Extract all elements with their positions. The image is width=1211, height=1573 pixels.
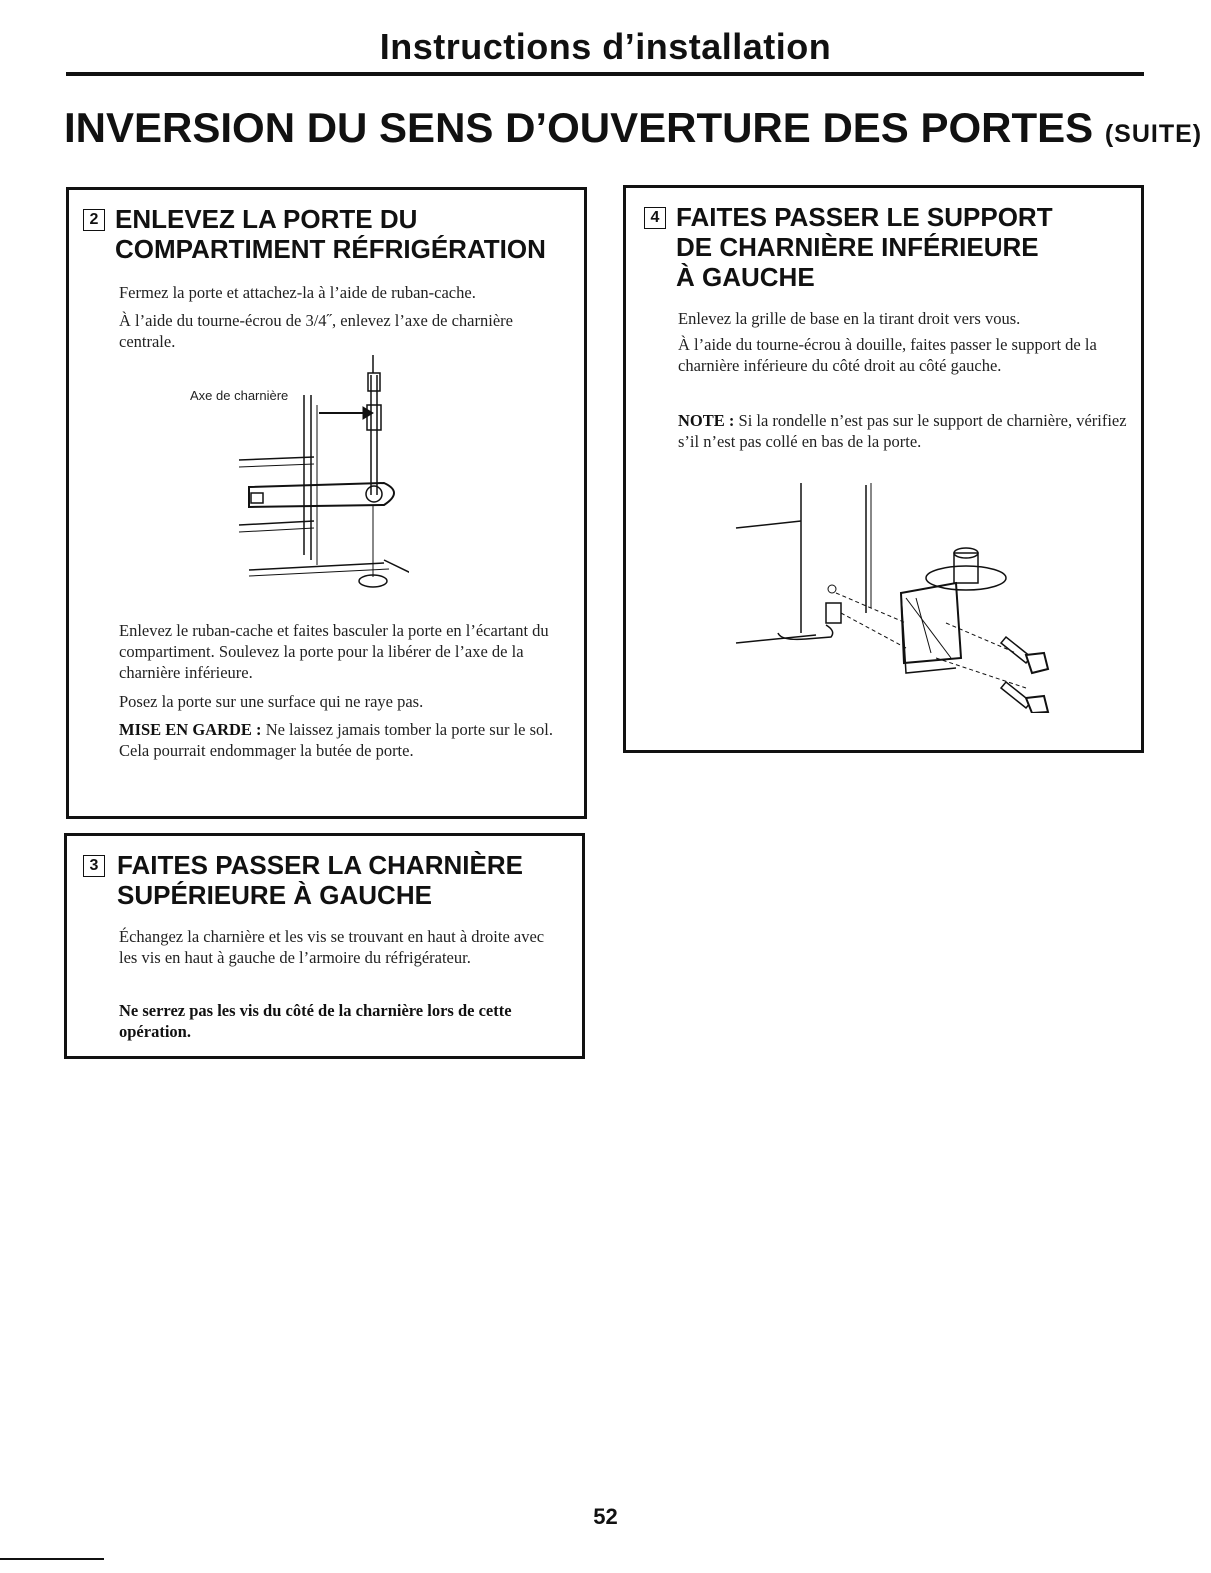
page-number: 52 — [593, 1504, 618, 1529]
step-2-number: 2 — [83, 209, 105, 231]
step-2-box — [66, 187, 587, 819]
step-4-paragraph-1: Enlevez la grille de base en la tirant droit vers vous. — [678, 309, 1021, 328]
step-4-note-label: NOTE : — [678, 411, 735, 430]
lower-hinge-bracket-illustration — [726, 473, 1056, 713]
step-2-paragraph-1: Fermez la porte et attachez-la à l’aide de ruban-cache. — [119, 283, 476, 302]
step-2-caution-text: Ne laissez jamais tomber la porte sur le sol. Cela pourrait endommager la butée de porte. — [119, 720, 553, 760]
hinge-pin-label: Axe de charnière — [190, 388, 289, 403]
step-4-box — [623, 185, 1144, 753]
page-header-title: Instructions d’installation — [379, 26, 832, 67]
step-4-title-line3: À GAUCHE — [676, 262, 815, 292]
step-3-warning: Ne serrez pas les vis du côté de la charnière lors de cette opération. — [119, 1001, 512, 1041]
step-2-caution-label: MISE EN GARDE : — [119, 720, 262, 739]
footer-divider — [0, 1558, 104, 1560]
step-3-paragraph-1: Échangez la charnière et les vis se trouvant en haut à droite avec les vis en haut à gauche de l’armoire du réfrigérateur. — [119, 927, 545, 967]
section-title-text: INVERSION DU SENS D’OUVERTURE DES PORTES — [64, 104, 1094, 151]
step-3-title-line2: SUPÉRIEURE À GAUCHE — [117, 880, 432, 910]
step-4-note-text: Si la rondelle n’est pas sur le support de charnière, vérifiez s’il n’est pas collé en bas de la porte. — [678, 411, 1127, 451]
step-2-paragraph-3: Enlevez le ruban-cache et faites basculer la porte en l’écartant du compartiment. Soulevez la porte pour la libérer de l’axe de la charnière inférieure. — [119, 621, 549, 682]
step-2-title-line1: ENLEVEZ LA PORTE DU — [115, 204, 418, 234]
section-title-suffix: (SUITE) — [1104, 120, 1203, 148]
step-2-title-line2: COMPARTIMENT RÉFRIGÉRATION — [115, 234, 546, 264]
step-4-title-line2: DE CHARNIÈRE INFÉRIEURE — [676, 232, 1039, 262]
step-4-paragraph-2: À l’aide du tourne-écrou à douille, faites passer le support de la charnière inférieure du côté droit au côté gauche. — [678, 335, 1097, 375]
step-2-caution — [119, 719, 564, 761]
step-4-number: 4 — [644, 207, 666, 229]
step-3-box — [64, 833, 585, 1059]
header-divider — [66, 72, 1144, 76]
step-3-title-line1: FAITES PASSER LA CHARNIÈRE — [117, 850, 523, 880]
step-4-title-line1: FAITES PASSER LE SUPPORT — [676, 202, 1053, 232]
step-2-paragraph-4: Posez la porte sur une surface qui ne raye pas. — [119, 692, 424, 711]
section-title — [64, 104, 1202, 152]
step-4-note — [678, 410, 1133, 452]
step-3-number: 3 — [83, 855, 105, 877]
step-2-paragraph-2: À l’aide du tourne-écrou de 3/4˝, enlevez l’axe de charnière centrale. — [119, 311, 513, 351]
